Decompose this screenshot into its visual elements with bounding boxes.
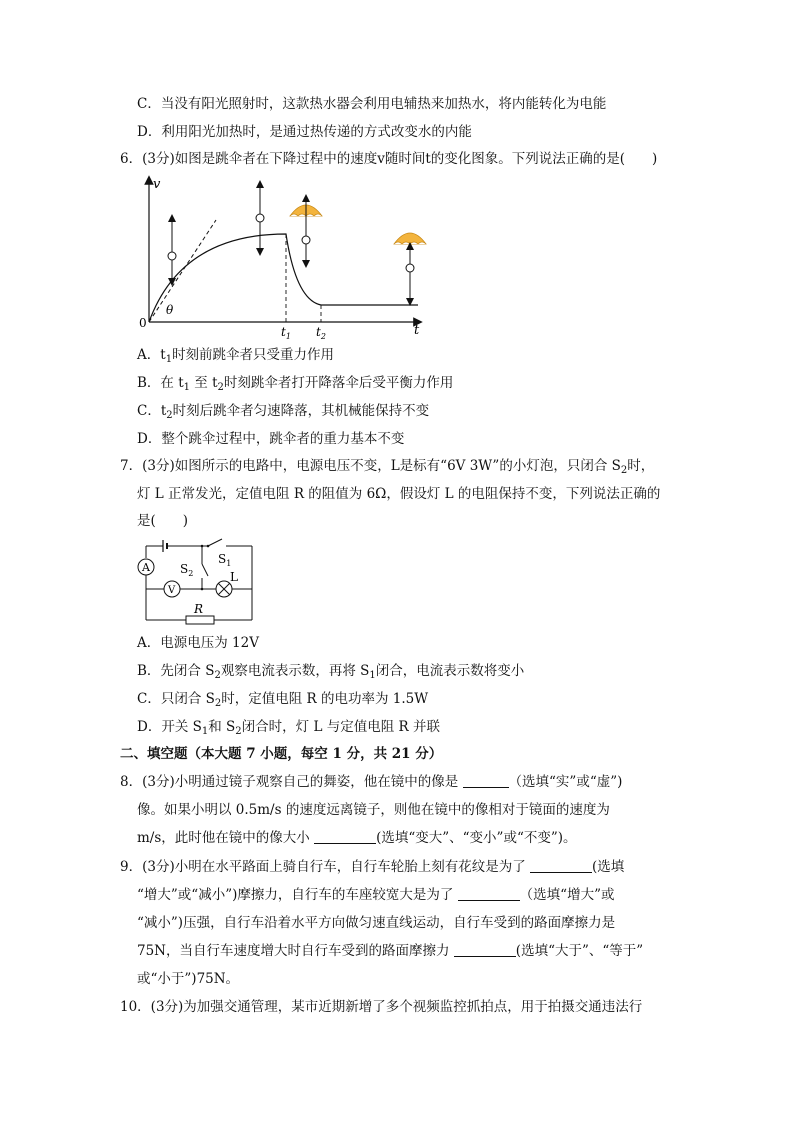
q8-line1: 8．(3分)小明通过镜子观察自己的舞姿，他在镜中的像是 （选填“实”或“虚”) <box>120 774 623 790</box>
q6-velocity-time-graph <box>136 172 436 342</box>
q7-stem-line3: 是( ) <box>137 513 189 529</box>
speed-curve <box>149 234 418 322</box>
q9-line5: 或“小于”)75N。 <box>137 971 240 987</box>
resistor-icon <box>186 616 214 624</box>
resistor-label: R <box>194 602 204 616</box>
section-heading-fill-in: 二、填空题（本大题 7 小题，每空 1 分，共 21 分） <box>120 746 443 762</box>
s2-label: $S_2$ <box>180 562 194 578</box>
q7-option-b: B．先闭合 $S_2$观察电流表示数，再将 $S_1$闭合，电流表示数将变小 <box>137 663 525 681</box>
q6-option-c: C．$t_2$时刻后跳伞者匀速降落，其机械能保持不变 <box>137 403 430 421</box>
t1-label: $t_1$ <box>281 325 291 341</box>
svg-text:A: A <box>142 561 150 574</box>
q7-stem-line2: 灯 L 正常发光，定值电阻 R 的阻值为 6Ω，假设灯 L 的电阻保持不变，下列说法正确的 <box>137 486 661 502</box>
jumper-with-parachute-1 <box>290 198 322 264</box>
q6-option-a: A．$t_1$时刻前跳伞者只受重力作用 <box>137 347 335 365</box>
q9-blank-2 <box>458 886 520 901</box>
q6-option-d: D．整个跳伞过程中，跳伞者的重力基本不变 <box>137 431 405 447</box>
theta-label: θ <box>166 303 174 317</box>
q7-option-a: A．电源电压为 12V <box>137 635 259 651</box>
q9-line3: “减小”)压强，自行车沿着水平方向做匀速直线运动，自行车受到的路面摩擦力是 <box>137 915 616 931</box>
q8-blank-3 <box>314 829 376 844</box>
q8-blank-1 <box>463 773 509 788</box>
q9-line1: 9．(3分)小明在水平路面上骑自行车，自行车轮胎上刻有花纹是为了 (选填 <box>120 859 625 875</box>
q9-line2: “增大”或“减小”)摩擦力，自行车的车座较宽大是为了 （选填“增大”或 <box>137 887 615 903</box>
tangent-line <box>149 220 216 322</box>
jumper-with-parachute-2 <box>394 233 426 302</box>
q8-line2: 像。如果小明以 0.5m/s 的速度远离镜子，则他在镜中的像相对于镜面的速度为 <box>137 802 610 818</box>
q5-option-c: C．当没有阳光照射时，这款热水器会利用电辅热来加热水，将内能转化为电能 <box>137 96 607 112</box>
q10-line1: 10．(3分)为加强交通管理，某市近期新增了多个视频监控抓拍点，用于拍摄交通违法行 <box>120 999 643 1015</box>
q9-line4: 75N，当自行车速度增大时自行车受到的路面摩擦力 (选填“大于”、“等于” <box>137 943 644 959</box>
origin-label: 0 <box>139 316 147 330</box>
v-axis-label: v <box>153 177 161 192</box>
lamp-label: L <box>230 570 238 584</box>
q7-circuit-diagram <box>132 536 257 626</box>
q7-option-c: C．只闭合 $S_2$时，定值电阻 R 的电功率为 1.5W <box>137 691 429 709</box>
q9-blank-3 <box>454 942 516 957</box>
s1-label: $S_1$ <box>218 552 232 568</box>
q6-stem: 6．(3分)如图是跳伞者在下降过程中的速度v随时间t的变化图象。下列说法正确的是( ) <box>120 151 658 167</box>
q7-option-d: D．开关 $S_1$和 $S_2$闭合时，灯 L 与定值电阻 R 并联 <box>137 719 440 737</box>
q5-option-d: D．利用阳光加热时，是通过热传递的方式改变水的内能 <box>137 124 472 140</box>
q6-option-b: B．在 $t_1$ 至 $t_2$时刻跳伞者打开降落伞后受平衡力作用 <box>137 375 454 393</box>
svg-text:V: V <box>168 585 176 596</box>
jumper-force-diagram-2 <box>256 184 264 252</box>
q7-stem-line1: 7．(3分)如图所示的电路中，电源电压不变，L是标有“6V 3W”的小灯泡，只闭合 $S_2$时， <box>120 458 655 476</box>
q8-line3: m/s，此时他在镜中的像大小 (选填“变大”、“变小”或“不变”)。 <box>137 830 577 846</box>
t-axis-label: t <box>414 323 420 338</box>
q9-blank-1 <box>530 858 592 873</box>
jumper-force-diagram-1 <box>168 218 176 282</box>
t2-label: $t_2$ <box>316 325 326 341</box>
